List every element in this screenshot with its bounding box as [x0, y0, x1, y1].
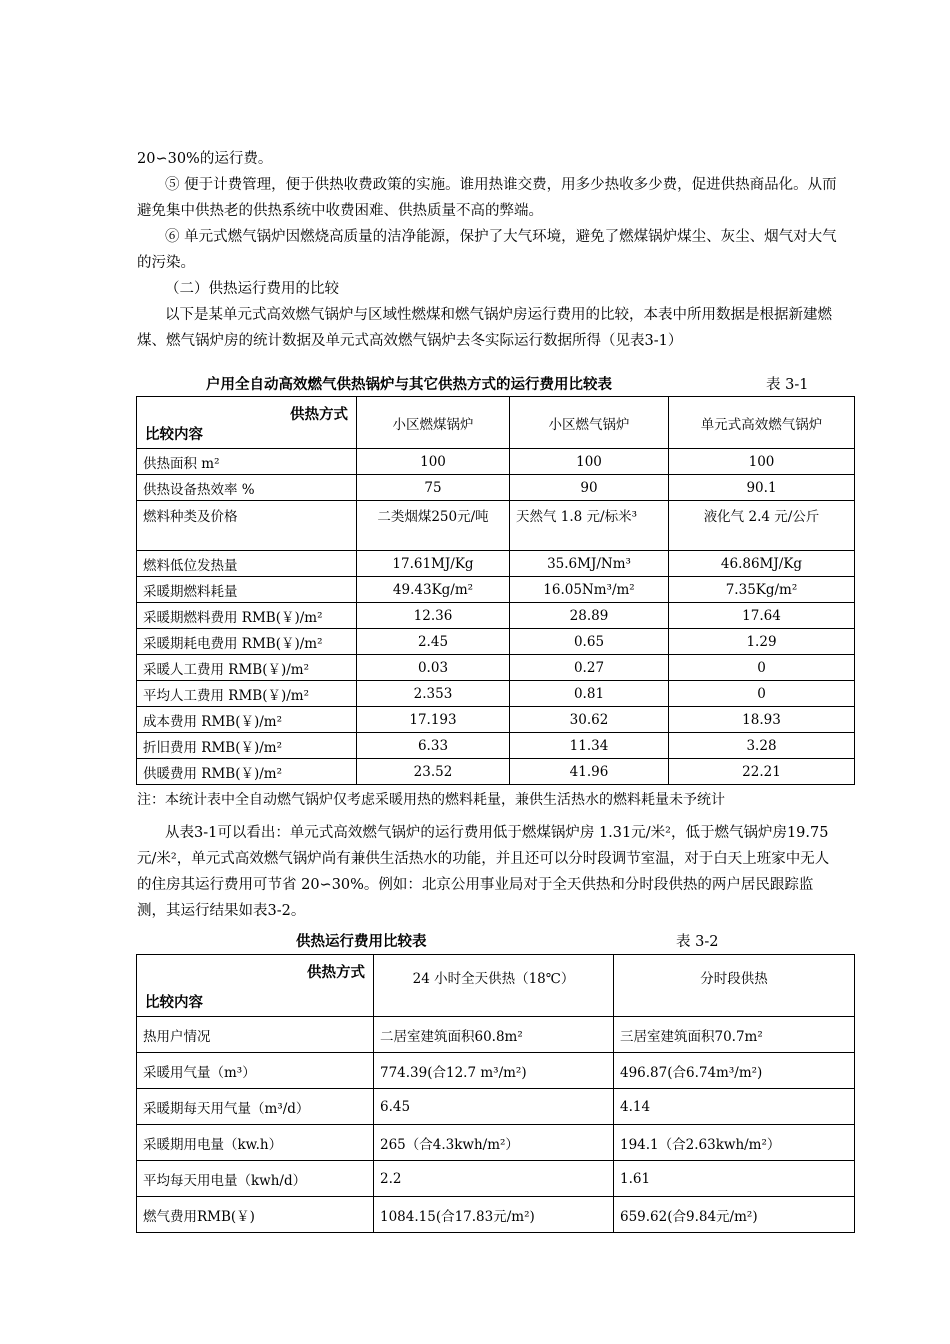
table-cell: 100 — [357, 449, 510, 475]
table-cell: 774.39(合12.7 m³/m²) — [374, 1053, 614, 1089]
section-heading: （二）供热运行费用的比较 — [165, 281, 339, 297]
table1-header-bottom: 比较内容 — [145, 426, 203, 443]
table-cell: 90 — [510, 475, 669, 501]
table2-corner-header — [137, 955, 374, 1017]
table-cell: 0.65 — [510, 629, 669, 655]
row-label: 采暖人工费用 RMB(￥)/m² — [137, 655, 357, 681]
table-cell: 11.34 — [510, 733, 669, 759]
table2-col-header: 24 小时全天供热（18℃） — [374, 955, 614, 1017]
row-label: 采暖用气量（m³） — [137, 1053, 374, 1089]
table-cell: 30.62 — [510, 707, 669, 733]
row-label: 采暖期每天用气量（m³/d） — [137, 1089, 374, 1125]
table-row — [137, 1053, 855, 1089]
table1-note: 注：本统计表中全自动燃气锅炉仅考虑采暖用热的燃料耗量，兼供生活热水的燃料耗量未予统计 — [137, 792, 725, 808]
table1-label: 表 3-1 — [766, 377, 809, 393]
table-header-row — [137, 397, 855, 449]
table2-header-top: 供热方式 — [307, 964, 365, 981]
table1-corner-header — [137, 397, 357, 449]
table-cell: 17.64 — [669, 603, 855, 629]
table-cell: 6.45 — [374, 1089, 614, 1125]
table-row — [137, 1125, 855, 1161]
table-row — [137, 1161, 855, 1197]
table1-col-header: 单元式高效燃气锅炉 — [669, 397, 855, 449]
table-cell: 3.28 — [669, 733, 855, 759]
table-cell: 7.35Kg/m² — [669, 577, 855, 603]
table-row — [137, 577, 855, 603]
table-cell: 90.1 — [669, 475, 855, 501]
table-cell: 1084.15(合17.83元/m²) — [374, 1197, 614, 1233]
table-row — [137, 475, 855, 501]
table-cell: 46.86MJ/Kg — [669, 551, 855, 577]
table-row — [137, 759, 855, 785]
row-label: 燃料种类及价格 — [137, 501, 357, 551]
table-cell: 100 — [510, 449, 669, 475]
table-cell: 0.81 — [510, 681, 669, 707]
table-cell: 75 — [357, 475, 510, 501]
table1-col-header: 小区燃煤锅炉 — [357, 397, 510, 449]
paragraph-item-6: ⑥ 单元式燃气锅炉因燃烧高质量的洁净能源，保护了大气环境，避免了燃煤锅炉煤尘、灰尘、烟气对大气的污染。 — [137, 229, 837, 271]
table-cell: 659.62(合9.84元/m²) — [614, 1197, 855, 1233]
table1 — [136, 396, 855, 785]
table2-label: 表 3-2 — [676, 934, 719, 950]
table1-title: 户用全自动高效燃气供热锅炉与其它供热方式的运行费用比较表 — [206, 376, 612, 393]
table-cell: 16.05Nm³/m² — [510, 577, 669, 603]
table-cell: 17.193 — [357, 707, 510, 733]
table2-header-bottom: 比较内容 — [145, 994, 203, 1011]
table-cell: 41.96 — [510, 759, 669, 785]
table-cell: 2.2 — [374, 1161, 614, 1197]
table-cell: 三居室建筑面积70.7m² — [614, 1017, 855, 1053]
table-cell: 12.36 — [357, 603, 510, 629]
row-label: 平均人工费用 RMB(￥)/m² — [137, 681, 357, 707]
table1-col-header: 小区燃气锅炉 — [510, 397, 669, 449]
table-cell: 265（合4.3kwh/m²） — [374, 1125, 614, 1161]
table-row — [137, 449, 855, 475]
table-cell: 194.1（合2.63kwh/m²） — [614, 1125, 855, 1161]
table-cell: 49.43Kg/m² — [357, 577, 510, 603]
table-cell: 0 — [669, 655, 855, 681]
table-row — [137, 1017, 855, 1053]
table-cell: 35.6MJ/Nm³ — [510, 551, 669, 577]
table-cell: 18.93 — [669, 707, 855, 733]
row-label: 供暖费用 RMB(￥)/m² — [137, 759, 357, 785]
table-row — [137, 733, 855, 759]
table-cell: 100 — [669, 449, 855, 475]
paragraph-item-5: ⑤ 便于计费管理，便于供热收费政策的实施。谁用热谁交费，用多少热收多少费，促进供热商品化。从而避免集中供热老的供热系统中收费困难、供热质量不高的弊端。 — [137, 177, 837, 219]
row-label: 供热面积 m² — [137, 449, 357, 475]
table-cell: 1.61 — [614, 1161, 855, 1197]
table-row — [137, 501, 855, 551]
table2 — [136, 954, 855, 1233]
table-cell: 天然气 1.8 元/标米³ — [510, 501, 669, 551]
table-row — [137, 551, 855, 577]
table-row — [137, 707, 855, 733]
table-cell: 22.21 — [669, 759, 855, 785]
table-cell: 0.27 — [510, 655, 669, 681]
table-cell: 液化气 2.4 元/公斤 — [669, 501, 855, 551]
table-row — [137, 629, 855, 655]
table-header-row — [137, 955, 855, 1017]
table-row — [137, 1089, 855, 1125]
row-label: 燃料低位发热量 — [137, 551, 357, 577]
row-label: 燃气费用RMB(￥) — [137, 1197, 374, 1233]
paragraph-analysis: 从表3-1可以看出：单元式高效燃气锅炉的运行费用低于燃煤锅炉房 1.31元/米²，低于燃气锅炉房19.75元/米²，单元式高效燃气锅炉尚有兼供生活热水的功能，并且还可以分时段调节室温，对于白天上班家中无人的住房其运行费用可节省 20∽30%。例如：北京公用事业局对于全天供热和分时段供热的两户居民跟踪监测，其运行结果如表3-2。 — [137, 825, 830, 919]
row-label: 折旧费用 RMB(￥)/m² — [137, 733, 357, 759]
row-label: 供热设备热效率 % — [137, 475, 357, 501]
row-label: 热用户情况 — [137, 1017, 374, 1053]
table-cell: 17.61MJ/Kg — [357, 551, 510, 577]
paragraph-continuation: 20∽30%的运行费。 — [137, 151, 273, 167]
table2-title: 供热运行费用比较表 — [296, 933, 427, 950]
row-label: 采暖期燃料耗量 — [137, 577, 357, 603]
row-label: 采暖期用电量（kw.h） — [137, 1125, 374, 1161]
table-cell: 0.03 — [357, 655, 510, 681]
table-cell: 2.45 — [357, 629, 510, 655]
table-cell: 1.29 — [669, 629, 855, 655]
table-cell: 4.14 — [614, 1089, 855, 1125]
row-label: 成本费用 RMB(￥)/m² — [137, 707, 357, 733]
table-cell: 二居室建筑面积60.8m² — [374, 1017, 614, 1053]
table-row — [137, 681, 855, 707]
table-row — [137, 603, 855, 629]
table2-col-header: 分时段供热 — [614, 955, 855, 1017]
table1-header-top: 供热方式 — [290, 406, 348, 423]
row-label: 采暖期耗电费用 RMB(￥)/m² — [137, 629, 357, 655]
table-cell: 496.87(合6.74m³/m²) — [614, 1053, 855, 1089]
table-cell: 23.52 — [357, 759, 510, 785]
row-label: 平均每天用电量（kwh/d） — [137, 1161, 374, 1197]
paragraph-intro: 以下是某单元式高效燃气锅炉与区域性燃煤和燃气锅炉房运行费用的比较，本表中所用数据是根据新建燃煤、燃气锅炉房的统计数据及单元式高效燃气锅炉去冬实际运行数据所得（见表3-1） — [137, 307, 832, 349]
table-cell: 28.89 — [510, 603, 669, 629]
table-row — [137, 1197, 855, 1233]
table-cell: 二类烟煤250元/吨 — [357, 501, 510, 551]
table-cell: 0 — [669, 681, 855, 707]
table-cell: 6.33 — [357, 733, 510, 759]
row-label: 采暖期燃料费用 RMB(￥)/m² — [137, 603, 357, 629]
table-cell: 2.353 — [357, 681, 510, 707]
table-row — [137, 655, 855, 681]
